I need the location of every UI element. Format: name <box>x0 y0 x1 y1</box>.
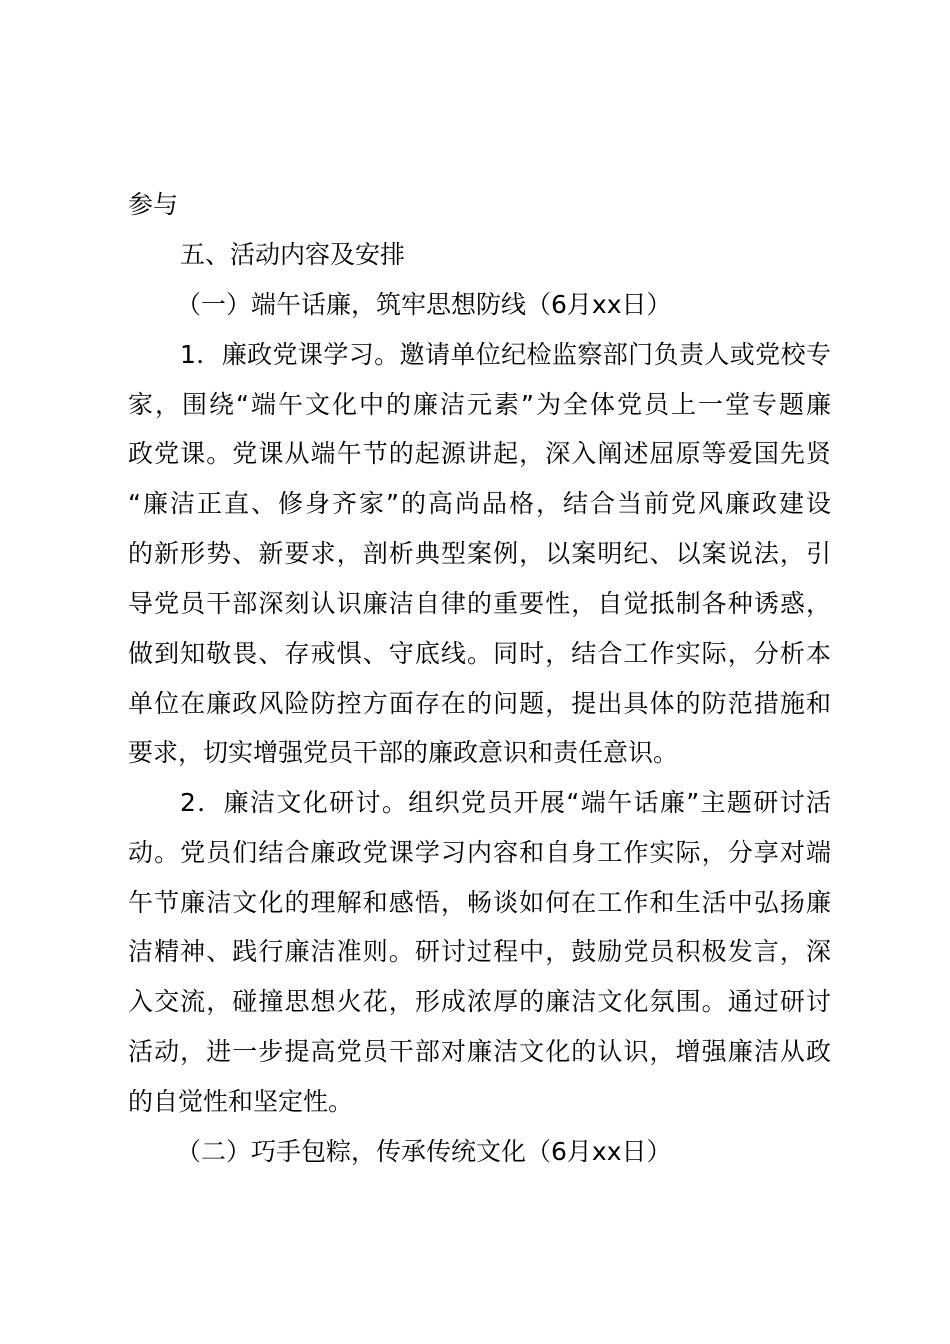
subsection-heading-two: （二）巧手包粽，传承传统文化（6月xx日） <box>176 1137 672 1166</box>
text-line-continuation: 参与 <box>128 190 179 219</box>
paragraph-1-line-9: 要求，切实增强党员干部的廉政意识和责任意识。 <box>128 738 679 767</box>
paragraph-2-line-4: 洁精神、践行廉洁准则。研讨过程中，鼓励党员积极发言，深 <box>128 937 831 966</box>
paragraph-2-line-3: 午节廉洁文化的理解和感悟，畅谈如何在工作和生活中弘扬廉 <box>128 888 831 917</box>
paragraph-2-line-2: 动。党员们结合廉政党课学习内容和自身工作实际，分享对端 <box>128 838 831 867</box>
subsection-heading-one: （一）端午话廉，筑牢思想防线（6月xx日） <box>176 290 672 319</box>
section-heading-five: 五、活动内容及安排 <box>180 240 406 269</box>
paragraph-1-line-4: “廉洁正直、修身齐家”的高尚品格，结合当前党风廉政建设 <box>128 489 831 518</box>
paragraph-2-line-7: 的自觉性和坚定性。 <box>128 1087 354 1116</box>
paragraph-2-line-5: 入交流，碰撞思想火花，形成浓厚的廉洁文化氛围。通过研讨 <box>128 987 831 1016</box>
paragraph-1-line-6: 导党员干部深刻认识廉洁自律的重要性，自觉抵制各种诱惑， <box>128 589 831 618</box>
paragraph-1-line-5: 的新形势、新要求，剖析典型案例，以案明纪、以案说法，引 <box>128 539 831 568</box>
paragraph-1-line-1: 1．廉政党课学习。邀请单位纪检监察部门负责人或党校专 <box>180 340 831 369</box>
paragraph-1-line-3: 政党课。党课从端午节的起源讲起，深入阐述屈原等爱国先贤 <box>128 439 831 468</box>
paragraph-2-line-1: 2．廉洁文化研讨。组织党员开展“端午话廉”主题研讨活 <box>180 788 831 817</box>
paragraph-1-line-7: 做到知敬畏、存戒惧、守底线。同时，结合工作实际，分析本 <box>128 639 831 668</box>
paragraph-2-line-6: 活动，进一步提高党员干部对廉洁文化的认识，增强廉洁从政 <box>128 1037 831 1066</box>
paragraph-1-line-8: 单位在廉政风险防控方面存在的问题，提出具体的防范措施和 <box>128 689 831 718</box>
paragraph-1-line-2: 家，围绕“端午文化中的廉洁元素”为全体党员上一堂专题廉 <box>128 390 831 419</box>
